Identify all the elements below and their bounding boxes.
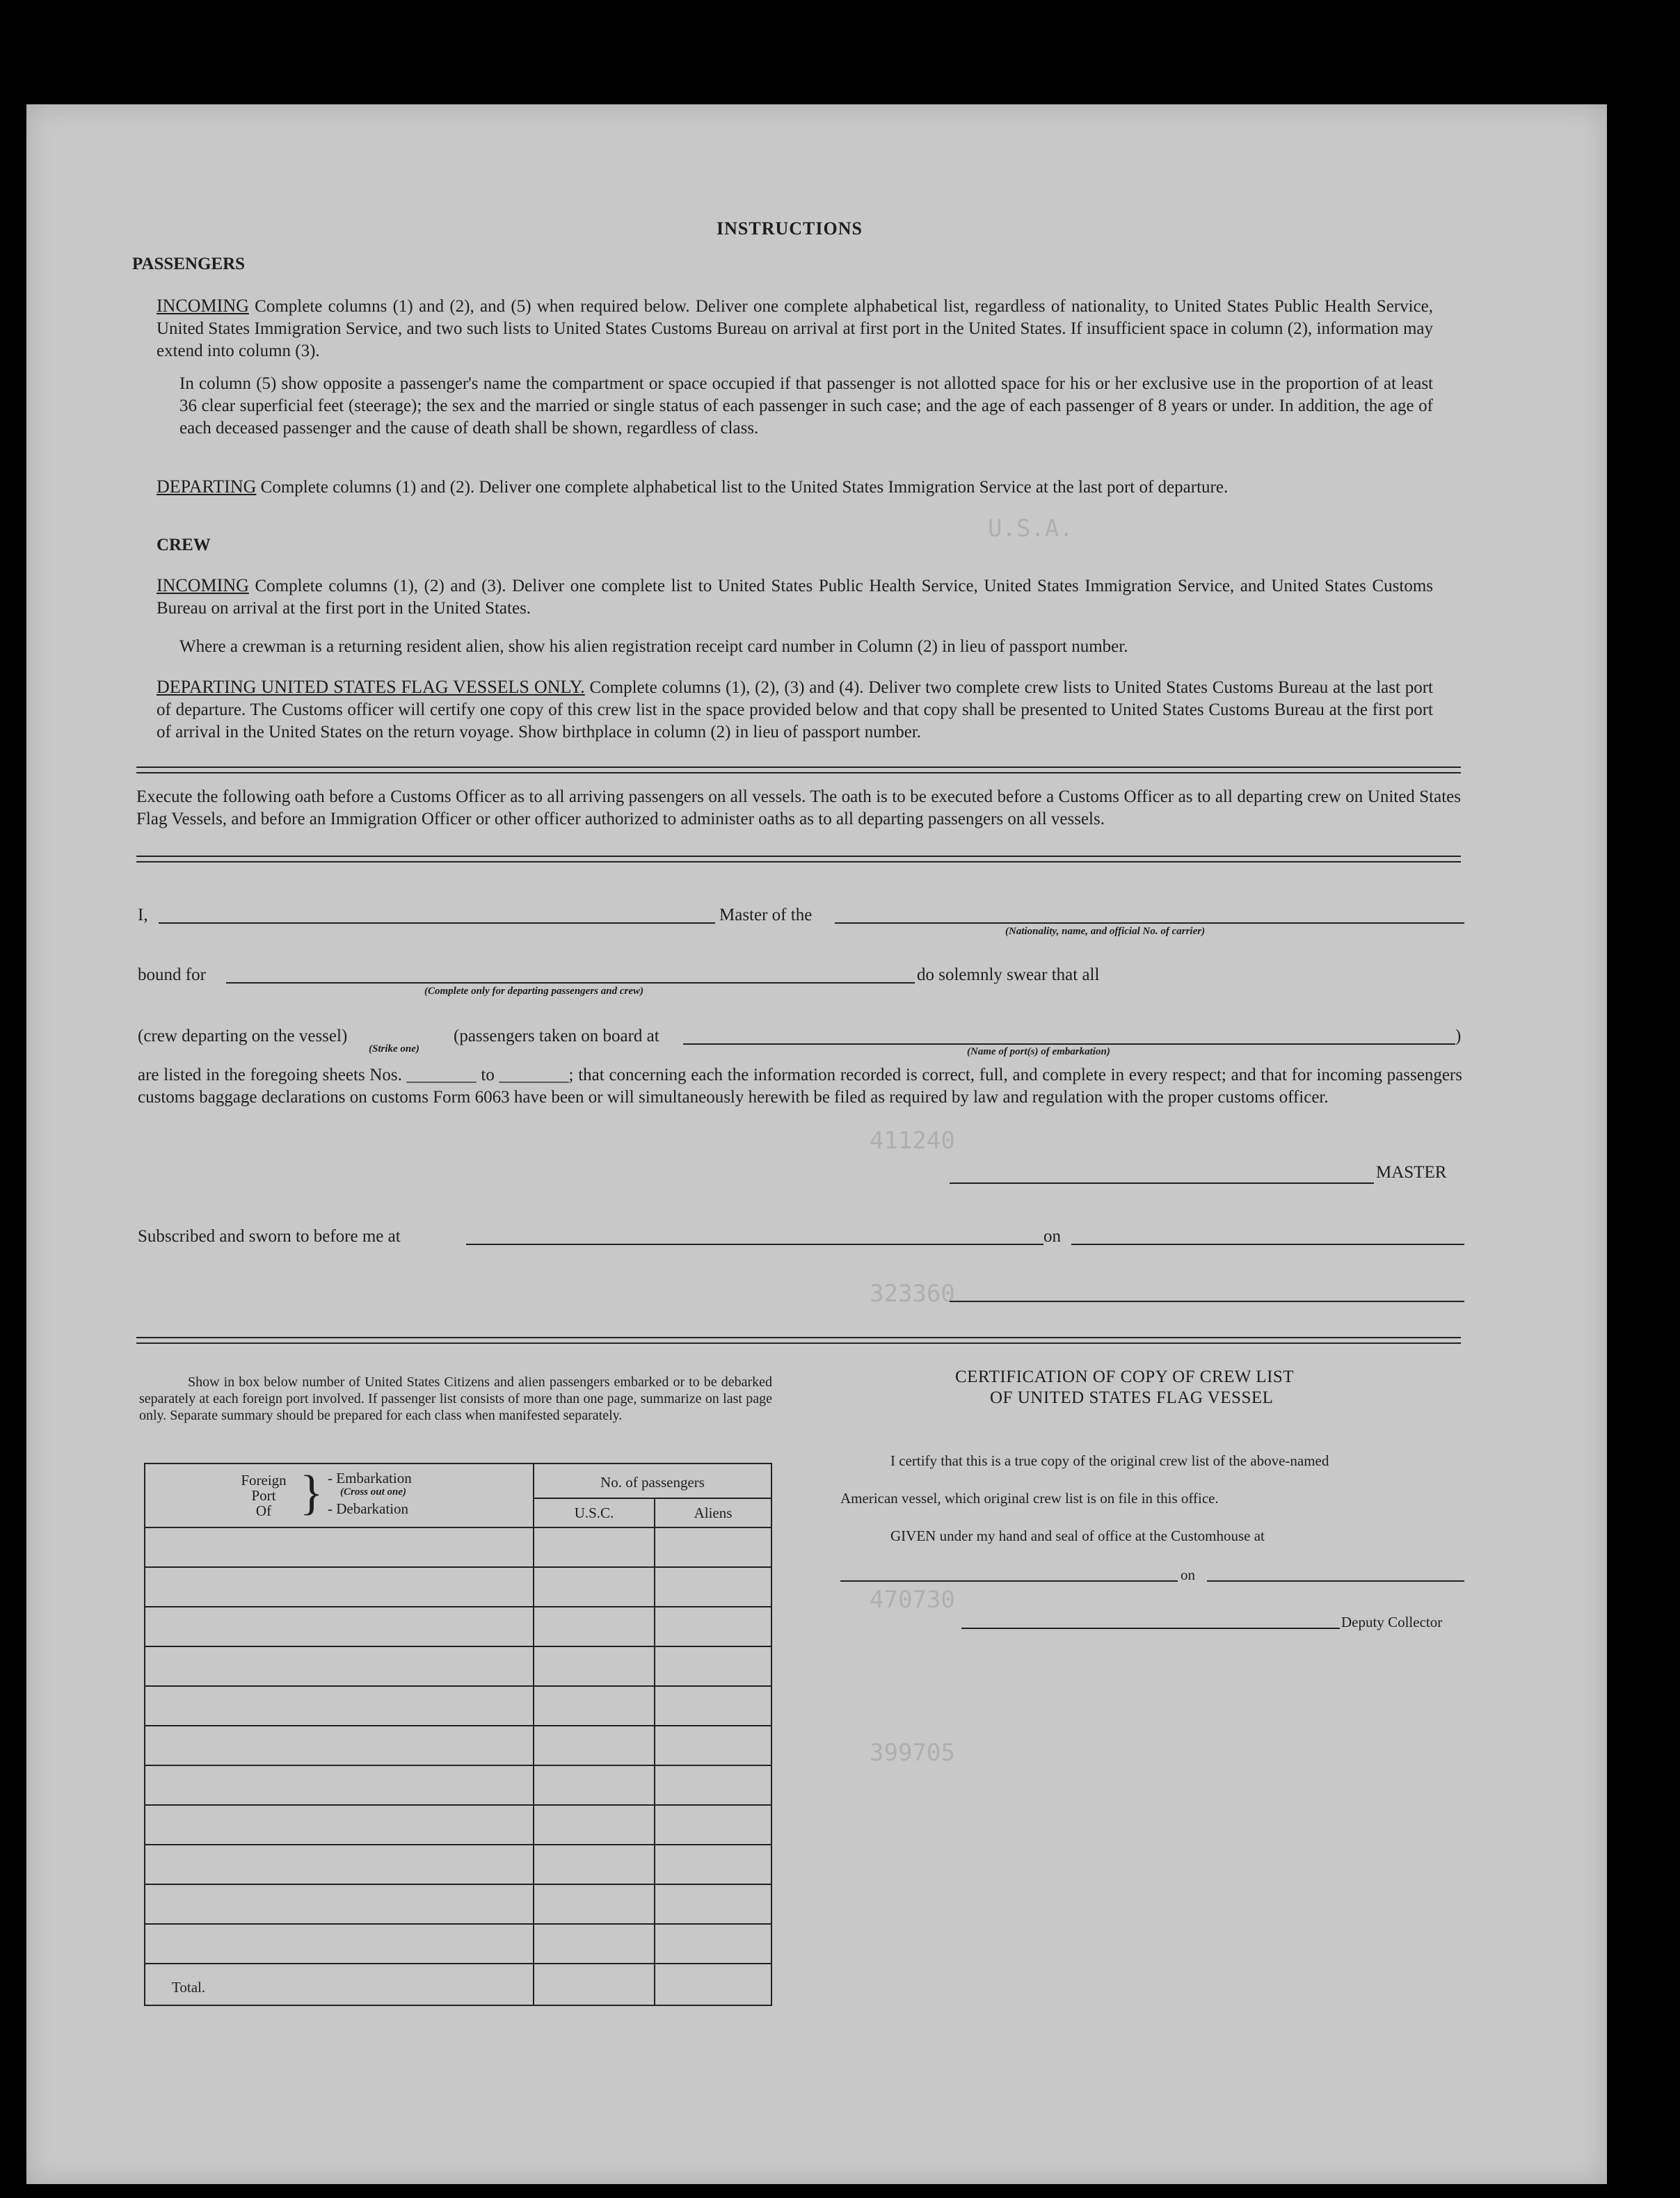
certification-title-line2: OF UNITED STATES FLAG VESSEL	[990, 1388, 1274, 1407]
table-row	[145, 1884, 771, 1924]
total-label: Total.	[145, 1964, 534, 2005]
port-cell[interactable]	[145, 1607, 534, 1646]
crew-incoming-text: Complete columns (1), (2) and (3). Deliver one complete list to United States Public Health Service, United States Immigration Service, and United States Customs Bureau on arrival at the first port in the United States.	[157, 577, 1433, 618]
given-text: GIVEN under my hand and seal of office at the Customhouse at	[890, 1527, 1265, 1544]
master-name-field[interactable]	[159, 922, 715, 924]
sworn-on-label: on	[1043, 1227, 1061, 1246]
bleed-through-text: 470730	[870, 1586, 955, 1614]
usc-cell[interactable]	[534, 1567, 655, 1607]
aliens-cell[interactable]	[655, 1726, 771, 1765]
master-label: MASTER	[1376, 1163, 1447, 1182]
bound-for-label: bound for	[138, 965, 206, 984]
complete-only-note: (Complete only for departing passengers and crew)	[424, 986, 643, 997]
passengers-incoming-paragraph	[157, 295, 1433, 362]
embarkation-ports-field[interactable]	[683, 1043, 1455, 1045]
crew-departing-label: DEPARTING UNITED STATES FLAG VESSELS ONLY.	[157, 677, 585, 697]
passengers-incoming-label: INCOMING	[157, 296, 249, 316]
passengers-column5-paragraph: In column (5) show opposite a passenger's name the compartment or space occupied if that passenger is not allotted space for his or her exclusive use in the proportion of at least 36 clear superficial feet (steerage); the sex and the married or single status of each passenger in such case; and the age of each passenger of 8 years or under. In addition, the age of each deceased passenger and the cause of death shall be shown, regardless of class.	[179, 374, 1433, 438]
port-cell[interactable]	[145, 1924, 534, 1964]
bleed-through-text: 411240	[870, 1127, 955, 1155]
usc-cell[interactable]	[534, 1646, 655, 1686]
crew-departing-text: Complete columns (1), (2), (3) and (4). Deliver two complete crew lists to United States Customs Bureau at the last port of departure. The Customs officer will certify one copy of this crew list in the space provided below and that copy shall be presented to United States Customs Bureau at the first port of arrival in the United States on the return voyage. Show birthplace in column (2) in lieu of passport number.	[157, 678, 1433, 741]
aliens-cell[interactable]	[655, 1924, 771, 1964]
usc-cell[interactable]	[534, 1607, 655, 1646]
passengers-departing-paragraph	[157, 476, 1433, 499]
table-row	[145, 1646, 771, 1686]
aliens-cell[interactable]	[655, 1765, 771, 1805]
table-row	[145, 1567, 771, 1607]
port-cell[interactable]	[145, 1845, 534, 1884]
master-of-the-label: Master of the	[719, 906, 813, 924]
debarkation-label: - Debarkation	[328, 1500, 409, 1517]
usc-cell[interactable]	[534, 1805, 655, 1845]
crew-heading: CREW	[157, 536, 211, 554]
crew-incoming-paragraph	[157, 575, 1433, 620]
table-row	[145, 1527, 771, 1567]
strike-one-note: (Strike one)	[369, 1043, 419, 1054]
crew-departing-paragraph	[157, 676, 1433, 744]
section-divider	[136, 856, 1461, 863]
subscribed-label: Subscribed and sworn to before me at	[138, 1227, 401, 1246]
table-row	[145, 1845, 771, 1884]
ports-note: (Name of port(s) of embarkation)	[967, 1046, 1110, 1057]
port-cell[interactable]	[145, 1646, 534, 1686]
certify-line2: American vessel, which original crew list is on file in this office.	[840, 1490, 1219, 1507]
port-cell[interactable]	[145, 1567, 534, 1607]
bleed-through-text: U.S.A.	[988, 515, 1073, 543]
aliens-cell[interactable]	[655, 1567, 771, 1607]
aliens-total-cell[interactable]	[655, 1964, 771, 2005]
table-row	[145, 1805, 771, 1845]
aliens-cell[interactable]	[655, 1646, 771, 1686]
embarkation-label: - Embarkation	[328, 1470, 412, 1486]
passengers-taken-option: (passengers taken on board at	[454, 1027, 659, 1045]
usc-cell[interactable]	[534, 1845, 655, 1884]
deputy-collector-label: Deputy Collector	[1341, 1614, 1443, 1630]
foreign-port-header	[145, 1463, 534, 1527]
aliens-header: Aliens	[694, 1505, 733, 1521]
customhouse-field[interactable]	[840, 1580, 1178, 1582]
no-of-passengers-label: No. of passengers	[600, 1474, 705, 1491]
aliens-cell[interactable]	[655, 1527, 771, 1567]
aliens-cell[interactable]	[655, 1805, 771, 1845]
section-divider	[136, 767, 1461, 773]
certification-on-label: on	[1181, 1566, 1195, 1583]
table-row	[145, 1924, 771, 1964]
passengers-departing-label: DEPARTING	[157, 476, 257, 497]
carrier-note: (Nationality, name, and official No. of carrier)	[1005, 926, 1206, 937]
section-divider	[136, 1337, 1461, 1344]
oath-i-label: I,	[138, 906, 148, 924]
table-row	[145, 1726, 771, 1765]
certify-line1: I certify that this is a true copy of the original crew list of the above-named	[890, 1452, 1329, 1469]
of-word: Of	[255, 1502, 272, 1519]
crew-incoming-label: INCOMING	[157, 575, 249, 595]
foreign-word: Foreign	[241, 1472, 287, 1489]
table-row	[145, 1686, 771, 1726]
port-cell[interactable]	[145, 1805, 534, 1845]
oath-intro: Execute the following oath before a Customs Officer as to all arriving passengers on all vessels. The oath is to be executed before a Customs Officer as to all departing crew on United States Flag Vessels, and before an Immigration Officer or other officer authorized to administer oaths as to all departing passengers on all vessels.	[136, 787, 1461, 828]
master-signature-field[interactable]	[950, 1182, 1374, 1184]
certification-date-field[interactable]	[1207, 1580, 1464, 1582]
port-summary-table	[144, 1463, 772, 2006]
port-cell[interactable]	[145, 1765, 534, 1805]
foreign-port-label	[229, 1473, 298, 1518]
usc-cell[interactable]	[534, 1765, 655, 1805]
port-cell[interactable]	[145, 1884, 534, 1924]
passengers-count-header	[534, 1463, 771, 1527]
port-cell[interactable]	[145, 1726, 534, 1765]
aliens-cell[interactable]	[655, 1686, 771, 1726]
carrier-field[interactable]	[835, 922, 1464, 924]
deputy-signature-field[interactable]	[961, 1628, 1340, 1629]
swear-text: do solemnly swear that all	[917, 965, 1100, 984]
crew-departing-option: (crew departing on the vessel)	[138, 1027, 348, 1045]
aliens-cell[interactable]	[655, 1884, 771, 1924]
port-cell[interactable]	[145, 1527, 534, 1567]
crew-resident-paragraph: Where a crewman is a returning resident alien, show his alien registration receipt card number in Column (2) in lieu of passport number.	[179, 637, 1128, 656]
usc-header: U.S.C.	[574, 1505, 614, 1521]
listed-paragraph: are listed in the foregoing sheets Nos. ________ to ________; that concerning each the information recorded is correct, full, and complete in every respect; and that for incoming passengers customs baggage declarations on customs Form 6063 have been or will simultaneously herewith be filed as required by law and regulation with the proper customs officer.	[138, 1066, 1462, 1107]
port-cell[interactable]	[145, 1686, 534, 1726]
bleed-through-text: 399705	[870, 1739, 955, 1767]
cross-out-note: (Cross out one)	[340, 1486, 407, 1498]
usc-cell[interactable]	[534, 1686, 655, 1726]
passengers-heading: PASSENGERS	[132, 255, 246, 273]
total-row	[145, 1964, 771, 2005]
summary-instructions: Show in box below number of United States Citizens and alien passengers embarked or to be debarked separately at each foreign port involved. If passenger list consists of more than one page, summarize on last page only. Separate summary should be prepared for each class when manifested separately.	[139, 1374, 772, 1423]
usc-cell[interactable]	[534, 1884, 655, 1924]
certification-title-line1: CERTIFICATION OF COPY OF CREW LIST	[955, 1367, 1295, 1386]
aliens-cell[interactable]	[655, 1607, 771, 1646]
bleed-through-text: 323360	[870, 1280, 955, 1308]
bound-for-field[interactable]	[226, 982, 915, 984]
usc-cell[interactable]	[534, 1924, 655, 1964]
sworn-place-field[interactable]	[466, 1244, 1043, 1245]
page-title: INSTRUCTIONS	[717, 218, 863, 239]
port-word: Port	[251, 1487, 276, 1504]
passengers-incoming-text: Complete columns (1) and (2), and (5) when required below. Deliver one complete alphabetical list, regardless of nationality, to United States Public Health Service, United States Immigration Service, and two such lists to United States Customs Bureau on arrival at first port in the United States. If insufficient space in column (2), information may extend into column (3).	[157, 297, 1434, 360]
header-divider	[534, 1498, 771, 1499]
sworn-date-field[interactable]	[1071, 1244, 1464, 1245]
officer-signature-field[interactable]	[950, 1301, 1464, 1302]
table-row	[145, 1765, 771, 1805]
brace-icon: }	[300, 1466, 323, 1520]
close-paren: )	[1455, 1027, 1462, 1045]
usc-cell[interactable]	[534, 1527, 655, 1567]
aliens-cell[interactable]	[655, 1845, 771, 1884]
usc-total-cell[interactable]	[534, 1964, 655, 2005]
passengers-departing-text: Complete columns (1) and (2). Deliver one complete alphabetical list to the United States Immigration Service at the last port of departure.	[260, 478, 1229, 497]
usc-cell[interactable]	[534, 1726, 655, 1765]
table-row	[145, 1607, 771, 1646]
